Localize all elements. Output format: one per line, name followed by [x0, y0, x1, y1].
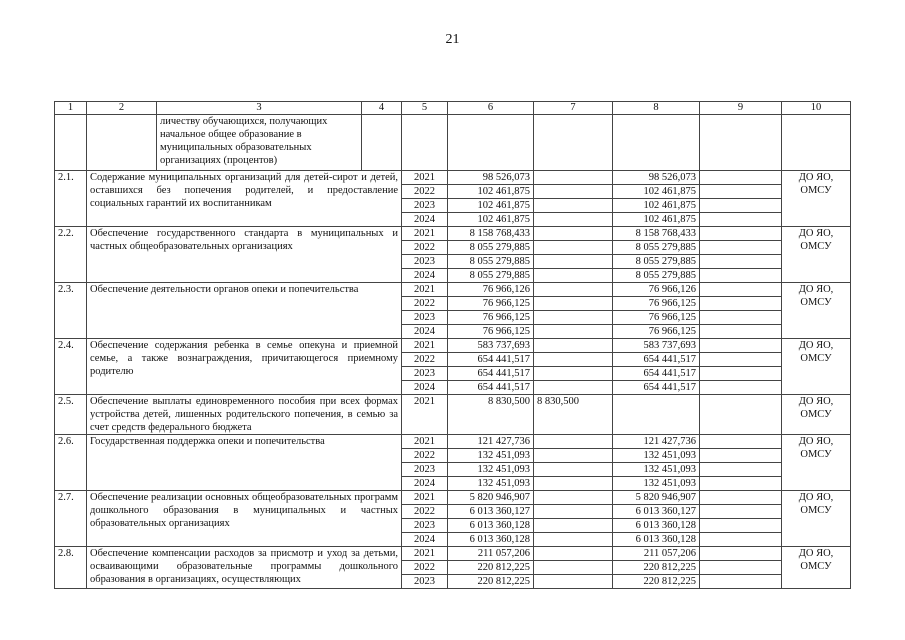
- other-amount-cell: [700, 213, 782, 227]
- year-cell: 2021: [402, 171, 448, 185]
- other-amount-cell: [700, 297, 782, 311]
- total-amount-cell: 8 055 279,885: [448, 269, 534, 283]
- item-description: Содержание муниципальных организаций для детей-сирот и детей, оставшихся без попечения родителей, и предоставление социальных гарантий их воспитанникам: [87, 171, 402, 227]
- year-cell: 2023: [402, 519, 448, 533]
- year-cell: 2023: [402, 255, 448, 269]
- table-row: [55, 395, 851, 435]
- item-number: 2.5.: [55, 395, 87, 435]
- column-number-3: 3: [157, 102, 362, 115]
- total-amount-cell: 132 451,093: [448, 477, 534, 491]
- regional-amount-cell: 583 737,693: [613, 339, 700, 353]
- other-amount-cell: [700, 519, 782, 533]
- federal-amount-cell: [534, 185, 613, 199]
- regional-amount-cell: 6 013 360,128: [613, 519, 700, 533]
- federal-amount-cell: [534, 435, 613, 449]
- federal-amount-cell: [534, 547, 613, 561]
- total-amount-cell: 8 830,500: [448, 395, 534, 435]
- total-amount-cell: 76 966,125: [448, 325, 534, 339]
- column-number-8: 8: [613, 102, 700, 115]
- federal-amount-cell: [534, 367, 613, 381]
- item-number: 2.1.: [55, 171, 87, 227]
- executor-cell: ДО ЯО, ОМСУ: [782, 547, 851, 589]
- item-number: 2.2.: [55, 227, 87, 283]
- year-cell: 2022: [402, 241, 448, 255]
- federal-amount-cell: [534, 561, 613, 575]
- federal-amount-cell: [534, 227, 613, 241]
- total-amount-cell: 8 055 279,885: [448, 241, 534, 255]
- item-number: 2.7.: [55, 491, 87, 547]
- federal-amount-cell: [534, 339, 613, 353]
- total-amount-cell: 8 158 768,433: [448, 227, 534, 241]
- regional-amount-cell: 121 427,736: [613, 435, 700, 449]
- regional-amount-cell: 76 966,125: [613, 325, 700, 339]
- table-row: [55, 339, 851, 353]
- carryover-text: личеству обучающихся, получающих начальное общее образование в муниципальных образовательных организациях (процентов): [157, 115, 362, 171]
- program-table: [54, 101, 851, 589]
- other-amount-cell: [700, 463, 782, 477]
- federal-amount-cell: [534, 505, 613, 519]
- executor-cell: ДО ЯО, ОМСУ: [782, 491, 851, 547]
- regional-amount-cell: 132 451,093: [613, 463, 700, 477]
- total-amount-cell: 102 461,875: [448, 199, 534, 213]
- table-row: [55, 491, 851, 505]
- executor-cell: ДО ЯО, ОМСУ: [782, 171, 851, 227]
- total-amount-cell: 220 812,225: [448, 575, 534, 589]
- column-number-4: 4: [362, 102, 402, 115]
- regional-amount-cell: 102 461,875: [613, 185, 700, 199]
- column-number-5: 5: [402, 102, 448, 115]
- year-cell: 2021: [402, 491, 448, 505]
- other-amount-cell: [700, 533, 782, 547]
- other-amount-cell: [700, 241, 782, 255]
- table-row: [55, 283, 851, 297]
- year-cell: 2021: [402, 395, 448, 435]
- federal-amount-cell: [534, 171, 613, 185]
- other-amount-cell: [700, 325, 782, 339]
- federal-amount-cell: [534, 575, 613, 589]
- total-amount-cell: 6 013 360,128: [448, 533, 534, 547]
- other-amount-cell: [700, 547, 782, 561]
- year-cell: 2024: [402, 381, 448, 395]
- total-amount-cell: 132 451,093: [448, 449, 534, 463]
- other-amount-cell: [700, 227, 782, 241]
- column-number-2: 2: [87, 102, 157, 115]
- total-amount-cell: 98 526,073: [448, 171, 534, 185]
- regional-amount-cell: 76 966,125: [613, 311, 700, 325]
- regional-amount-cell: 132 451,093: [613, 477, 700, 491]
- page-number: 21: [445, 32, 460, 47]
- federal-amount-cell: [534, 533, 613, 547]
- regional-amount-cell: 8 158 768,433: [613, 227, 700, 241]
- year-cell: 2024: [402, 533, 448, 547]
- total-amount-cell: 654 441,517: [448, 353, 534, 367]
- other-amount-cell: [700, 353, 782, 367]
- total-amount-cell: 220 812,225: [448, 561, 534, 575]
- regional-amount-cell: 211 057,206: [613, 547, 700, 561]
- federal-amount-cell: 8 830,500: [534, 395, 613, 435]
- executor-cell: ДО ЯО, ОМСУ: [782, 283, 851, 339]
- federal-amount-cell: [534, 199, 613, 213]
- carryover-row: [55, 115, 851, 171]
- year-cell: 2022: [402, 353, 448, 367]
- regional-amount-cell: 220 812,225: [613, 561, 700, 575]
- other-amount-cell: [700, 311, 782, 325]
- regional-amount-cell: 98 526,073: [613, 171, 700, 185]
- year-cell: 2021: [402, 435, 448, 449]
- total-amount-cell: 654 441,517: [448, 381, 534, 395]
- total-amount-cell: 6 013 360,128: [448, 519, 534, 533]
- federal-amount-cell: [534, 269, 613, 283]
- column-number-header-row: [55, 102, 851, 115]
- regional-amount-cell: 76 966,125: [613, 297, 700, 311]
- year-cell: 2024: [402, 325, 448, 339]
- column-number-1: 1: [55, 102, 87, 115]
- total-amount-cell: 76 966,125: [448, 297, 534, 311]
- regional-amount-cell: 220 812,225: [613, 575, 700, 589]
- item-description: Государственная поддержка опеки и попечительства: [87, 435, 402, 491]
- total-amount-cell: 102 461,875: [448, 185, 534, 199]
- item-description: Обеспечение реализации основных общеобразовательных программ дошкольного образования в муниципальных и частных образовательных организациях: [87, 491, 402, 547]
- federal-amount-cell: [534, 381, 613, 395]
- federal-amount-cell: [534, 491, 613, 505]
- federal-amount-cell: [534, 519, 613, 533]
- other-amount-cell: [700, 575, 782, 589]
- total-amount-cell: 8 055 279,885: [448, 255, 534, 269]
- federal-amount-cell: [534, 213, 613, 227]
- total-amount-cell: 121 427,736: [448, 435, 534, 449]
- regional-amount-cell: 5 820 946,907: [613, 491, 700, 505]
- regional-amount-cell: 102 461,875: [613, 199, 700, 213]
- federal-amount-cell: [534, 297, 613, 311]
- regional-amount-cell: 6 013 360,128: [613, 533, 700, 547]
- year-cell: 2023: [402, 575, 448, 589]
- other-amount-cell: [700, 381, 782, 395]
- year-cell: 2023: [402, 311, 448, 325]
- other-amount-cell: [700, 283, 782, 297]
- column-number-7: 7: [534, 102, 613, 115]
- regional-amount-cell: 8 055 279,885: [613, 269, 700, 283]
- total-amount-cell: 76 966,125: [448, 311, 534, 325]
- table-row: [55, 547, 851, 561]
- regional-amount-cell: 8 055 279,885: [613, 255, 700, 269]
- federal-amount-cell: [534, 477, 613, 491]
- year-cell: 2022: [402, 185, 448, 199]
- other-amount-cell: [700, 367, 782, 381]
- executor-cell: ДО ЯО, ОМСУ: [782, 339, 851, 395]
- year-cell: 2024: [402, 213, 448, 227]
- other-amount-cell: [700, 269, 782, 283]
- federal-amount-cell: [534, 311, 613, 325]
- total-amount-cell: 654 441,517: [448, 367, 534, 381]
- year-cell: 2022: [402, 561, 448, 575]
- regional-amount-cell: 654 441,517: [613, 367, 700, 381]
- item-number: 2.6.: [55, 435, 87, 491]
- federal-amount-cell: [534, 255, 613, 269]
- other-amount-cell: [700, 395, 782, 435]
- regional-amount-cell: 654 441,517: [613, 353, 700, 367]
- regional-amount-cell: 8 055 279,885: [613, 241, 700, 255]
- year-cell: 2021: [402, 283, 448, 297]
- federal-amount-cell: [534, 463, 613, 477]
- other-amount-cell: [700, 505, 782, 519]
- item-description: Обеспечение содержания ребенка в семье опекуна и приемной семье, а также вознаграждения, причитающегося приемному родителю: [87, 339, 402, 395]
- column-number-10: 10: [782, 102, 851, 115]
- other-amount-cell: [700, 449, 782, 463]
- regional-amount-cell: 654 441,517: [613, 381, 700, 395]
- federal-amount-cell: [534, 325, 613, 339]
- total-amount-cell: 5 820 946,907: [448, 491, 534, 505]
- other-amount-cell: [700, 255, 782, 269]
- item-description: Обеспечение компенсации расходов за присмотр и уход за детьми, осваивающими образовательные программы дошкольного образования в организациях, осуществляющих: [87, 547, 402, 589]
- table-row: [55, 171, 851, 185]
- item-number: 2.4.: [55, 339, 87, 395]
- other-amount-cell: [700, 185, 782, 199]
- regional-amount-cell: 76 966,126: [613, 283, 700, 297]
- federal-amount-cell: [534, 241, 613, 255]
- executor-cell: ДО ЯО, ОМСУ: [782, 395, 851, 435]
- other-amount-cell: [700, 477, 782, 491]
- other-amount-cell: [700, 199, 782, 213]
- column-number-9: 9: [700, 102, 782, 115]
- total-amount-cell: 132 451,093: [448, 463, 534, 477]
- executor-cell: ДО ЯО, ОМСУ: [782, 435, 851, 491]
- total-amount-cell: 211 057,206: [448, 547, 534, 561]
- year-cell: 2021: [402, 339, 448, 353]
- regional-amount-cell: 6 013 360,127: [613, 505, 700, 519]
- federal-amount-cell: [534, 449, 613, 463]
- regional-amount-cell: 102 461,875: [613, 213, 700, 227]
- year-cell: 2021: [402, 227, 448, 241]
- year-cell: 2022: [402, 449, 448, 463]
- other-amount-cell: [700, 491, 782, 505]
- year-cell: 2023: [402, 199, 448, 213]
- table-row: [55, 435, 851, 449]
- federal-amount-cell: [534, 283, 613, 297]
- item-description: Обеспечение выплаты единовременного пособия при всех формах устройства детей, лишенных родительского попечения, в семью за счет средств федерального бюджета: [87, 395, 402, 435]
- total-amount-cell: 6 013 360,127: [448, 505, 534, 519]
- year-cell: 2022: [402, 297, 448, 311]
- year-cell: 2024: [402, 477, 448, 491]
- item-description: Обеспечение государственного стандарта в муниципальных и частных общеобразовательных организациях: [87, 227, 402, 283]
- regional-amount-cell: [613, 395, 700, 435]
- table-row: [55, 227, 851, 241]
- regional-amount-cell: 132 451,093: [613, 449, 700, 463]
- year-cell: 2023: [402, 367, 448, 381]
- year-cell: 2022: [402, 505, 448, 519]
- year-cell: 2024: [402, 269, 448, 283]
- total-amount-cell: 583 737,693: [448, 339, 534, 353]
- executor-cell: ДО ЯО, ОМСУ: [782, 227, 851, 283]
- item-description: Обеспечение деятельности органов опеки и попечительства: [87, 283, 402, 339]
- item-number: 2.8.: [55, 547, 87, 589]
- item-number: 2.3.: [55, 283, 87, 339]
- other-amount-cell: [700, 171, 782, 185]
- other-amount-cell: [700, 561, 782, 575]
- other-amount-cell: [700, 435, 782, 449]
- total-amount-cell: 102 461,875: [448, 213, 534, 227]
- year-cell: 2023: [402, 463, 448, 477]
- year-cell: 2021: [402, 547, 448, 561]
- column-number-6: 6: [448, 102, 534, 115]
- other-amount-cell: [700, 339, 782, 353]
- federal-amount-cell: [534, 353, 613, 367]
- total-amount-cell: 76 966,126: [448, 283, 534, 297]
